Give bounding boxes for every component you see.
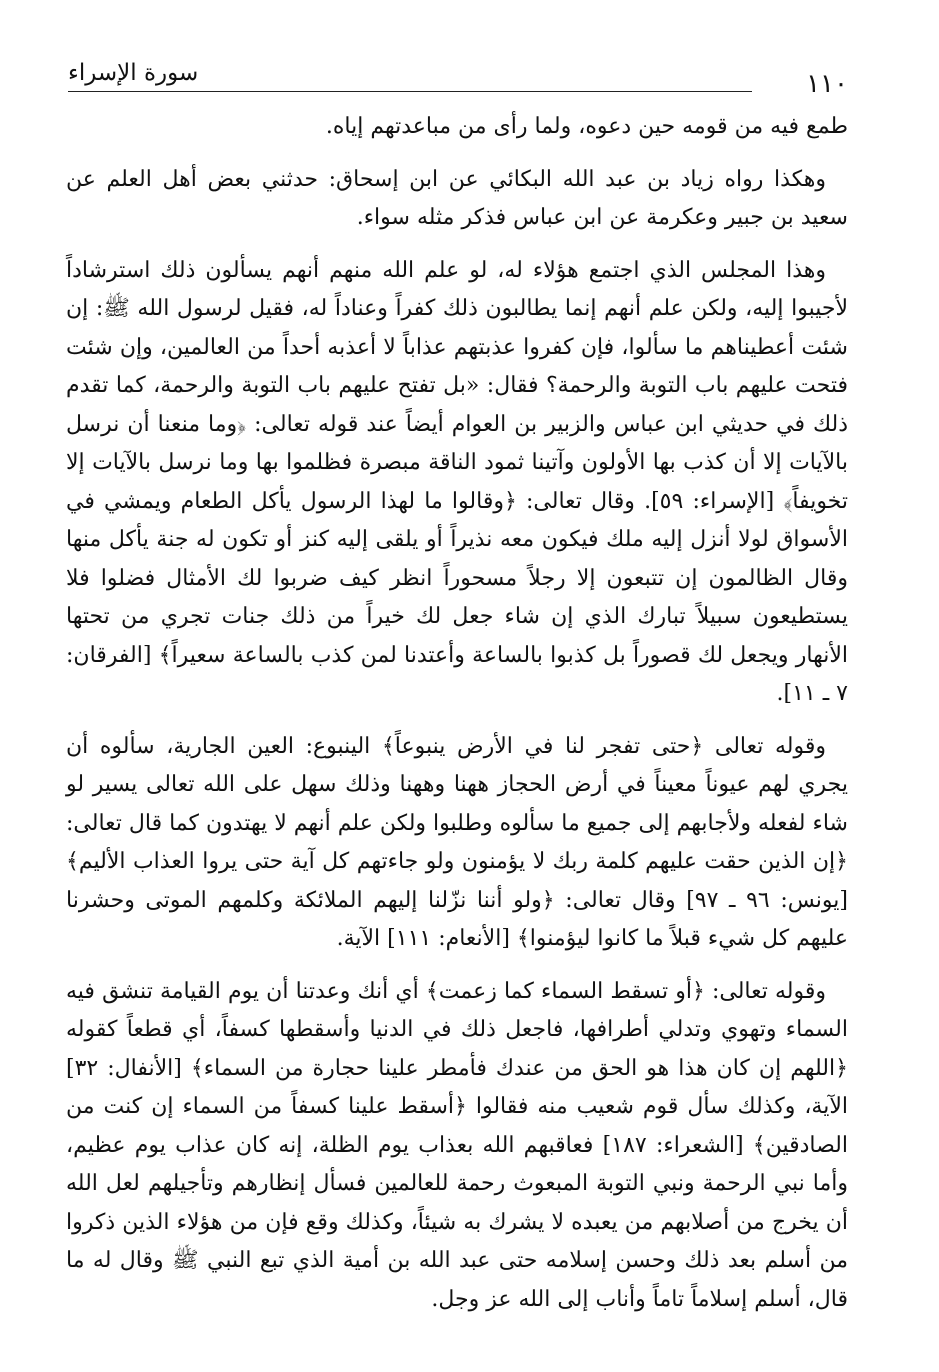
header-rule xyxy=(68,91,752,92)
paragraph-4: وقوله تعالى ﴿حتى تفجر لنا في الأرض ينبوعاً﴾ الينبوع: العين الجارية، سألوه أن يجري لهم عيوناً معيناً في أرض الحجاز ههنا وههنا وذلك سهل على الله تعالى يسير لو شاء لفعله ولأجابهم إلى جميع ما سألوه وطلبوا ولكن علم أنهم لا يهتدون كما قال تعالى: ﴿إن الذين حقت عليهم كلمة ربك لا يؤمنون ولو جاءتهم كل آية حتى يروا العذاب الأليم﴾ [يونس: ٩٦ ـ ٩٧] وقال تعالى: ﴿ولو أننا نزّلنا إليهم الملائكة وكلمهم الموتى وحشرنا عليهم كل شيء قبلاً ما كانوا ليؤمنوا﴾ [الأنعام: ١١١] الآية. xyxy=(66,733,848,951)
paragraph-5: وقوله تعالى: ﴿أو تسقط السماء كما زعمت﴾ أي أنك وعدتنا أن يوم القيامة تنشق فيه السماء وتهوي وتدلي أطرافها، فاجعل ذلك في الدنيا وأسقطها كسفاً، أي قطعاً كقوله ﴿اللهم إن كان هذا هو الحق من عندك فأمطر علينا حجارة من السماء﴾ [الأنفال: ٣٢] الآية، وكذلك سأل قوم شعيب منه فقالوا ﴿أسقط علينا كسفاً من السماء إن كنت من الصادقين﴾ [الشعراء: ١٨٧] فعاقبهم الله بعذاب يوم الظلة، إنه كان عذاب يوم عظيم، وأما نبي الرحمة ونبي التوبة المبعوث رحمة للعالمين فسأل إنظارهم وتأجيلهم لعل الله أن يخرج من أصلابهم من يعبده لا يشرك به شيئاً، وكذلك وقع فإن من هؤلاء الذين ذكروا من أسلم بعد ذلك وحسن إسلامه حتى عبد الله بن أمية الذي تبع النبي ﷺ وقال له ما قال، أسلم إسلاماً تاماً وأناب إلى الله عز وجل. xyxy=(66,978,848,1312)
running-title: سورة الإسراء xyxy=(68,60,199,86)
body-text xyxy=(66,108,848,1333)
page-number: ١١٠ xyxy=(806,69,848,99)
paragraph-2: وهكذا رواه زياد بن عبد الله البكائي عن ابن إسحاق: حدثني بعض أهل العلم عن سعيد بن جبير وعكرمة عن ابن عباس فذكر مثله سواء. xyxy=(66,166,848,230)
page-header xyxy=(68,58,848,98)
paragraph-3: وهذا المجلس الذي اجتمع هؤلاء له، لو علم الله منهم أنهم يسألون ذلك استرشاداً لأجيبوا إليه، ولكن علم أنهم إنما يطالبون ذلك كفراً وعناداً له، فقيل لرسول الله ﷺ: إن شئت أعطيناهم ما سألوا، فإن كفروا عذبتهم عذاباً لا أعذبه أحداً من العالمين، وإن شئت فتحت عليهم باب التوبة والرحمة؟ فقال: «بل تفتح عليهم باب التوبة والرحمة، كما تقدم ذلك في حديثي ابن عباس والزبير بن العوام أيضاً عند قوله تعالى: ﴿وما منعنا أن نرسل بالآيات إلا أن كذب بها الأولون وآتينا ثمود الناقة مبصرة فظلموا بها وما نرسل بالآيات إلا تخويفاً﴾ [الإسراء: ٥٩]. وقال تعالى: ﴿وقالوا ما لهذا الرسول يأكل الطعام ويمشي في الأسواق لولا أنزل إليه ملك فيكون معه نذيراً أو يلقى إليه كنز أو تكون له جنة يأكل منها وقال الظالمون إن تتبعون إلا رجلاً مسحوراً انظر كيف ضربوا لك الأمثال فضلوا فلا يستطيعون سبيلاً تبارك الذي إن شاء جعل لك خيراً من ذلك جنات تجري من تحتها الأنهار ويجعل لك قصوراً بل كذبوا بالساعة وأعتدنا لمن كذب بالساعة سعيراً﴾ [الفرقان: ٧ ـ ١١]. xyxy=(66,257,849,706)
paragraph-1: طمع فيه من قومه حين دعوه، ولما رأى من مباعدتهم إياه. xyxy=(325,114,848,139)
